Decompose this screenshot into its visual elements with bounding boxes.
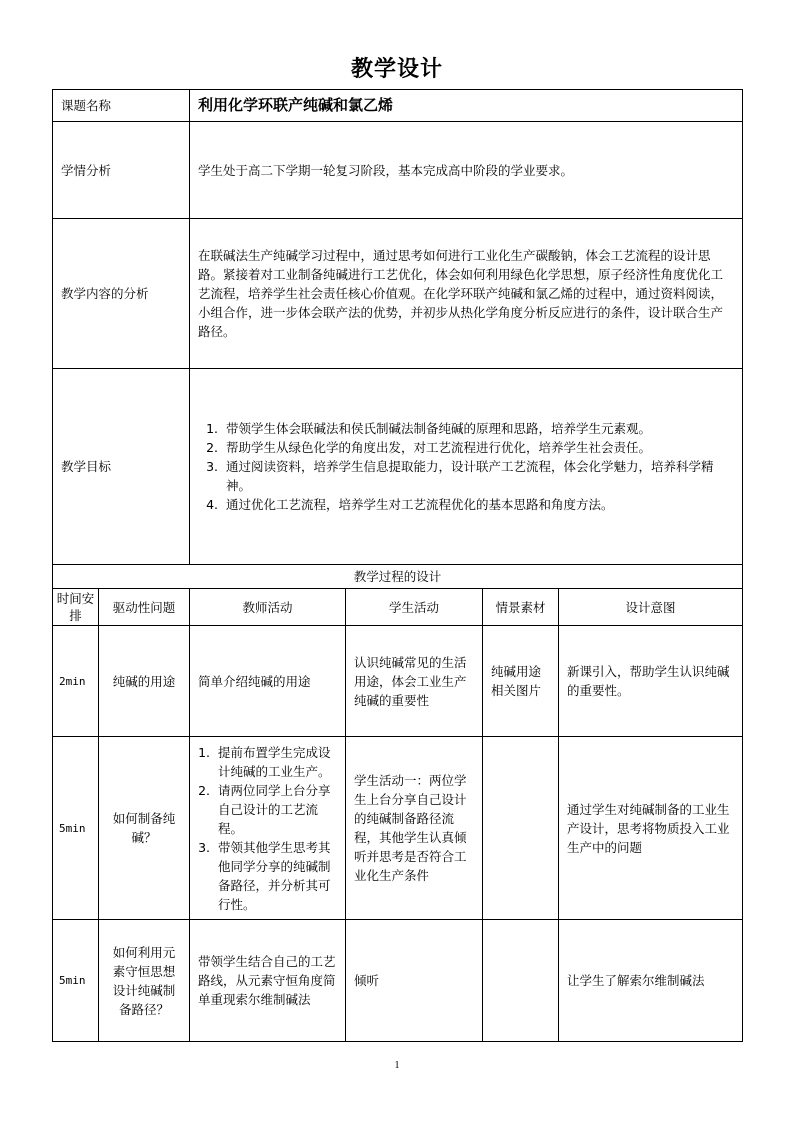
learner-value: 学生处于高二下学期一轮复习阶段，基本完成高中阶段的学业要求。 <box>190 122 743 219</box>
row-material <box>483 920 559 1042</box>
process-header-row <box>53 589 743 626</box>
process-row <box>53 626 743 737</box>
header-time: 时间安排 <box>53 589 99 626</box>
goals-list <box>198 419 728 514</box>
row-material <box>483 737 559 920</box>
row-teacher <box>190 737 346 920</box>
content-row <box>53 219 743 369</box>
row-student: 倾听 <box>346 920 483 1042</box>
page-number: 1 <box>394 1060 400 1071</box>
document-title: 教学设计 <box>350 56 443 82</box>
row-time: 5min <box>53 920 99 1042</box>
content-label: 教学内容的分析 <box>53 219 190 369</box>
topic-row <box>53 90 743 122</box>
row-student: 认识纯碱常见的生活用途，体会工业生产纯碱的重要性 <box>346 626 483 737</box>
learner-row <box>53 122 743 219</box>
row-student: 学生活动一：两位学生上台分享自己设计的纯碱制备路径流程，其他学生认真倾听并思考是否符合工业化生产条件 <box>346 737 483 920</box>
teacher-step: 1. 提前布置学生完成设计纯碱的工业生产。 <box>214 743 341 781</box>
row-intent: 新课引入，帮助学生认识纯碱的重要性。 <box>559 626 743 737</box>
goals-label: 教学目标 <box>53 369 190 565</box>
lesson-design-table <box>52 89 743 1042</box>
row-intent: 让学生了解索尔维制碱法 <box>559 920 743 1042</box>
goal-item: 3. 通过阅读资料，培养学生信息提取能力，设计联产工艺流程，体会化学魅力，培养科学精神。 <box>222 457 728 495</box>
row-teacher: 简单介绍纯碱的用途 <box>190 626 346 737</box>
goal-item: 4. 通过优化工艺流程，培养学生对工艺流程优化的基本思路和角度方法。 <box>222 495 728 514</box>
header-student: 学生活动 <box>346 589 483 626</box>
row-intent: 通过学生对纯碱制备的工业生产设计，思考将物质投入工业生产中的问题 <box>559 737 743 920</box>
row-question: 如何制备纯碱？ <box>99 737 190 920</box>
row-time: 2min <box>53 626 99 737</box>
topic-label: 课题名称 <box>53 90 190 122</box>
teacher-step: 2. 请两位同学上台分享自己设计的工艺流程。 <box>214 781 341 838</box>
row-teacher: 带领学生结合自己的工艺路线，从元素守恒角度简单重现索尔维制碱法 <box>190 920 346 1042</box>
content-value: 在联碱法生产纯碱学习过程中，通过思考如何进行工业化生产碳酸钠，体会工艺流程的设计思路。紧接着对工业制备纯碱进行工艺优化，体会如何利用绿色化学思想，原子经济性角度优化工艺流程，培养学生社会责任核心价值观。在化学环联产纯碱和氯乙烯的过程中，通过资料阅读，小组合作，进一步体会联产法的优势，并初步从热化学角度分析反应进行的条件，设计联合生产路径。 <box>190 219 743 369</box>
row-question: 如何利用元素守恒思想设计纯碱制备路径？ <box>99 920 190 1042</box>
teacher-step: 3. 带领其他学生思考其他同学分享的纯碱制备路径，并分析其可行性。 <box>214 838 341 914</box>
goals-row <box>53 369 743 565</box>
header-question: 驱动性问题 <box>99 589 190 626</box>
row-time: 5min <box>53 737 99 920</box>
goals-cell <box>190 369 743 565</box>
row-question: 纯碱的用途 <box>99 626 190 737</box>
goal-item: 2. 帮助学生从绿色化学的角度出发，对工艺流程进行优化，培养学生社会责任。 <box>222 438 728 457</box>
process-section-row <box>53 565 743 589</box>
header-teacher: 教师活动 <box>190 589 346 626</box>
process-row <box>53 920 743 1042</box>
goal-item: 1. 带领学生体会联碱法和侯氏制碱法制备纯碱的原理和思路，培养学生元素观。 <box>222 419 728 438</box>
learner-label: 学情分析 <box>53 122 190 219</box>
topic-value: 利用化学环联产纯碱和氯乙烯 <box>190 90 743 122</box>
header-material: 情景素材 <box>483 589 559 626</box>
header-intent: 设计意图 <box>559 589 743 626</box>
teacher-steps <box>192 743 341 914</box>
process-row <box>53 737 743 920</box>
row-material: 纯碱用途相关图片 <box>483 626 559 737</box>
process-section-title: 教学过程的设计 <box>53 565 743 589</box>
